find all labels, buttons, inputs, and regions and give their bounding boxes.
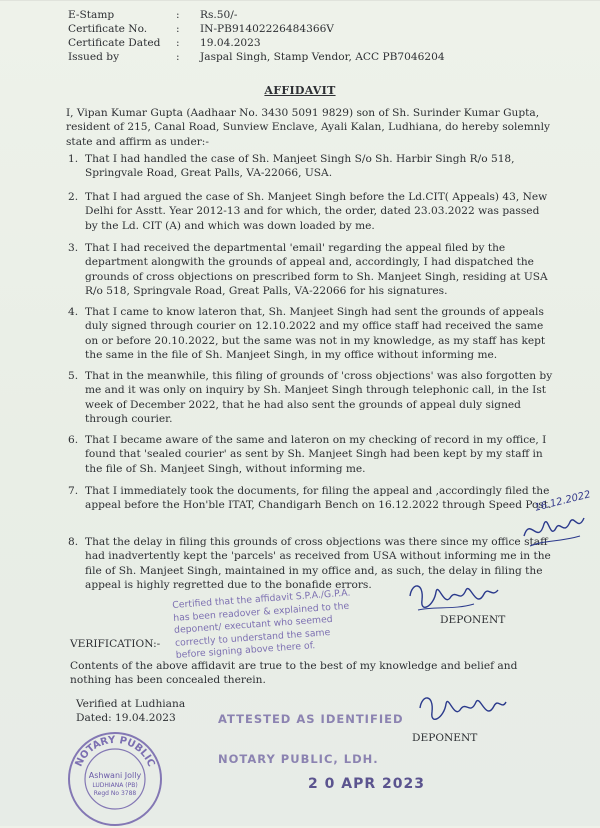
paragraph-text: That I had argued the case of Sh. Manjeet Singh before the Ld.CIT( Appeals) 43, New Delhi for Asstt. Year 2012-13 and for which, the order, dated 23.03.2022 was passed by the Ld. CIT (A) and which was down loaded by me. <box>85 191 548 232</box>
paragraph-text: That I immediately took the documents, for filing the appeal and ,accordingly filed the appeal before the Hon'ble ITAT, Chandigarh Bench on 16.12.2022 through Speed Post. <box>85 485 552 512</box>
verified-date: Dated: 19.04.2023 <box>76 712 176 724</box>
handwritten-date: 16.12.2022 <box>533 489 592 514</box>
certificate-no-label: Certificate No. <box>68 23 148 35</box>
seal-name: Ashwani Jolly <box>88 771 142 780</box>
paragraph-1 <box>68 152 554 181</box>
paragraph-4 <box>68 305 554 362</box>
signature-icon <box>414 686 510 730</box>
paragraph-text: That in the meanwhile, this filing of grounds of 'cross objections' was also forgotten by me and it was only on inquiry by Sh. Manjeet Singh through telephonic call, in the Ist week of December 2022, that he had also sent the grounds of appeal duly signed through courier. <box>85 370 553 425</box>
svg-text:NOTARY PUBLIC <box>74 735 157 769</box>
verified-at: Verified at Ludhiana <box>76 698 186 710</box>
issued-by-row <box>68 50 445 64</box>
verification-heading: VERIFICATION:- <box>70 638 161 650</box>
paragraph-number: 5. <box>68 370 79 382</box>
estamp-label: E-Stamp <box>68 9 115 21</box>
certificate-no-value: IN-PB91402226484366V <box>200 23 334 35</box>
paragraph-6 <box>68 433 554 476</box>
page-edge <box>0 0 600 1</box>
notary-public-stamp: NOTARY PUBLIC, LDH. <box>218 752 379 766</box>
certificate-dated-row <box>68 36 445 50</box>
notary-seal-icon <box>66 730 164 828</box>
paragraph-number: 3. <box>68 242 79 254</box>
paragraph-text: That I had handled the case of Sh. Manjeet Singh S/o Sh. Harbir Singh R/o 518, Springvale Road, Great Palls, VA-22066, USA. <box>85 153 515 180</box>
paragraph-text: That I became aware of the same and lateron on my checking of record in my office, I found that 'sealed courier' as sent by Sh. Manjeet Singh had been kept by my staff in the file of Sh. Manjeet Singh, without informing me. <box>85 434 547 475</box>
estamp-row <box>68 8 445 22</box>
estamp-details <box>68 8 445 64</box>
paragraph-2 <box>68 190 554 233</box>
colon: : <box>176 9 180 21</box>
notary-date-stamp: 2 0 APR 2023 <box>308 776 425 792</box>
paragraph-text: That I had received the departmental 'email' regarding the appeal filed by the department alongwith the grounds of appeal and, accordingly, I had dispatched the grounds of cross objections on prescribed form to Sh. Manjeet Singh, residing at USA R/o 518, Springvale Road, Great Palls, VA-22066 for his signatures. <box>85 242 548 297</box>
paragraph-5 <box>68 369 554 426</box>
deponent-label: DEPONENT <box>412 732 478 744</box>
issued-by-label: Issued by <box>68 51 120 63</box>
intro-paragraph: I, Vipan Kumar Gupta (Aadhaar No. 3430 5091 9829) son of Sh. Surinder Kumar Gupta, resident of 215, Canal Road, Sunview Enclave, Ayali Kalan, Ludhiana, do hereby solemnly state and affirm as under:- <box>66 107 550 148</box>
paragraph-number: 1. <box>68 153 79 165</box>
seal-regd: Regd No 3788 <box>93 790 137 797</box>
verification-text: Contents of the above affidavit are true to the best of my knowledge and belief and nothing has been concealed therein. <box>70 660 518 687</box>
paragraph-number: 7. <box>68 485 79 497</box>
paragraph-3 <box>68 241 554 298</box>
colon: : <box>176 23 180 35</box>
certificate-dated-label: Certificate Dated <box>68 37 161 49</box>
attested-stamp: ATTESTED AS IDENTIFIED <box>218 712 404 726</box>
deponent-label: DEPONENT <box>440 614 506 626</box>
certified-stamp: Certified that the affidavit S.P.A./G.P.A. has been readover & explained to the deponent/ executant who seemed correctly to understand the same before signing above there of. <box>172 587 351 661</box>
verified-block <box>76 697 185 725</box>
estamp-value: Rs.50/- <box>200 9 238 21</box>
seal-place: LUDHIANA (PB) <box>92 782 138 789</box>
paragraph-number: 2. <box>68 191 79 203</box>
paragraph-7 <box>68 484 554 513</box>
paragraph-number: 8. <box>68 536 79 548</box>
colon: : <box>176 51 180 63</box>
issued-by-value: Jaspal Singh, Stamp Vendor, ACC PB7046204 <box>200 51 445 63</box>
paragraph-number: 6. <box>68 434 79 446</box>
paragraph-text: That the delay in filing this grounds of cross objections was there since my office staff had inadvertently kept the 'parcels' as received from USA without informing me in the file of Sh. Manjeet Singh, maintained in my office and, as such, the delay in filing the appeal is highly regretted due to the bonafide errors. <box>85 536 551 591</box>
paragraph-number: 4. <box>68 306 79 318</box>
paragraph-text: That I came to know lateron that, Sh. Manjeet Singh had sent the grounds of appeals duly signed through courier on 12.10.2022 and my office staff had received the same on or before 20.10.2022, but the same was not in my knowledge, as my staff has kept the same in the file of Sh. Manjeet Singh, in my office without informing me. <box>85 306 546 361</box>
certificate-no-row <box>68 22 445 36</box>
colon: : <box>176 37 180 49</box>
seal-top-text: NOTARY PUBLIC <box>73 734 157 769</box>
document-title: AFFIDAVIT <box>264 84 336 97</box>
certificate-dated-value: 19.04.2023 <box>200 37 261 49</box>
signature-margin-icon <box>520 506 588 554</box>
